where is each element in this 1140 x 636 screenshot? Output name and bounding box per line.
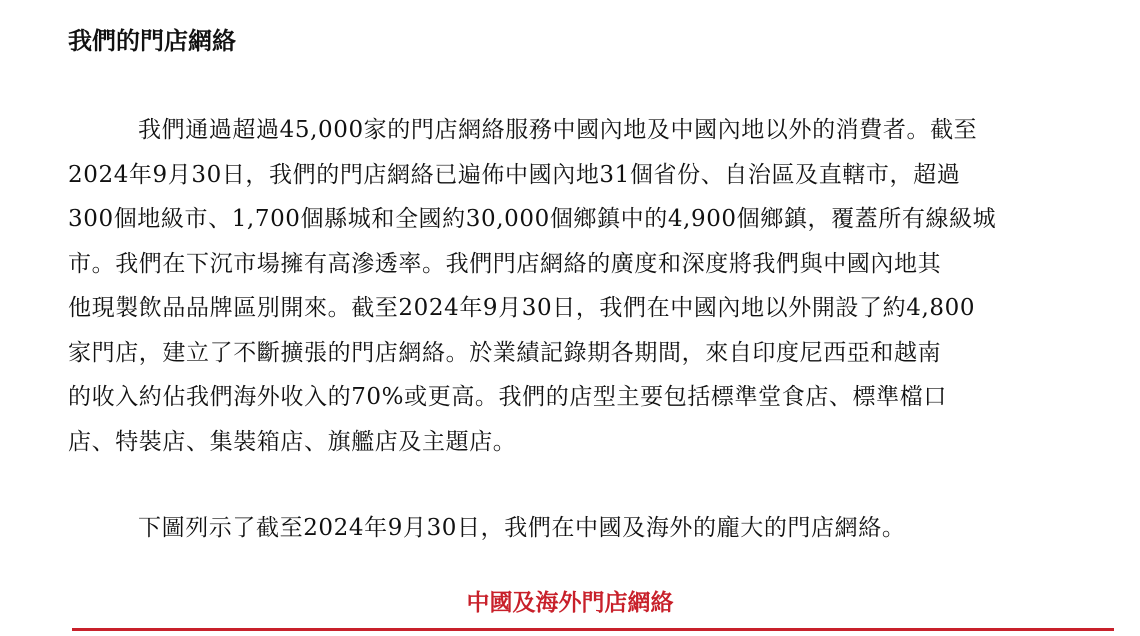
figure-intro-paragraph	[68, 506, 1114, 551]
paragraph-line: 他現製飲品品牌區別開來。截至2024年9月30日，我們在中國內地以外開設了約4,800	[68, 295, 976, 321]
paragraph-line: 我們通過超過45,000家的門店網絡服務中國內地及中國內地以外的消費者。截至	[138, 117, 978, 143]
paragraph-line: 的收入約佔我們海外收入的70%或更高。我們的店型主要包括標準堂食店、標準檔口	[68, 384, 947, 410]
paragraph-line: 300個地級市、1,700個縣城和全國約30,000個鄉鎮中的4,900個鄉鎮，覆蓋所有線級城	[68, 206, 997, 232]
paragraph-line: 市。我們在下沉市場擁有高滲透率。我們門店網絡的廣度和深度將我們與中國內地其	[68, 250, 942, 277]
paragraph-line: 2024年9月30日，我們的門店網絡已遍佈中國內地31個省份、自治區及直轄市，超過	[68, 161, 961, 188]
figure-title-rule	[72, 628, 1114, 631]
store-network-paragraph	[68, 108, 1114, 464]
paragraph-line: 下圖列示了截至2024年9月30日，我們在中國及海外的龐大的門店網絡。	[138, 515, 906, 541]
figure-title: 中國及海外門店網絡	[466, 590, 674, 616]
paragraph-line: 店、特裝店、集裝箱店、旗艦店及主題店。	[68, 428, 517, 455]
section-heading: 我們的門店網絡	[68, 27, 236, 55]
paragraph-line: 家門店，建立了不斷擴張的門店網絡。於業績記錄期各期間，來自印度尼西亞和越南	[68, 339, 942, 366]
